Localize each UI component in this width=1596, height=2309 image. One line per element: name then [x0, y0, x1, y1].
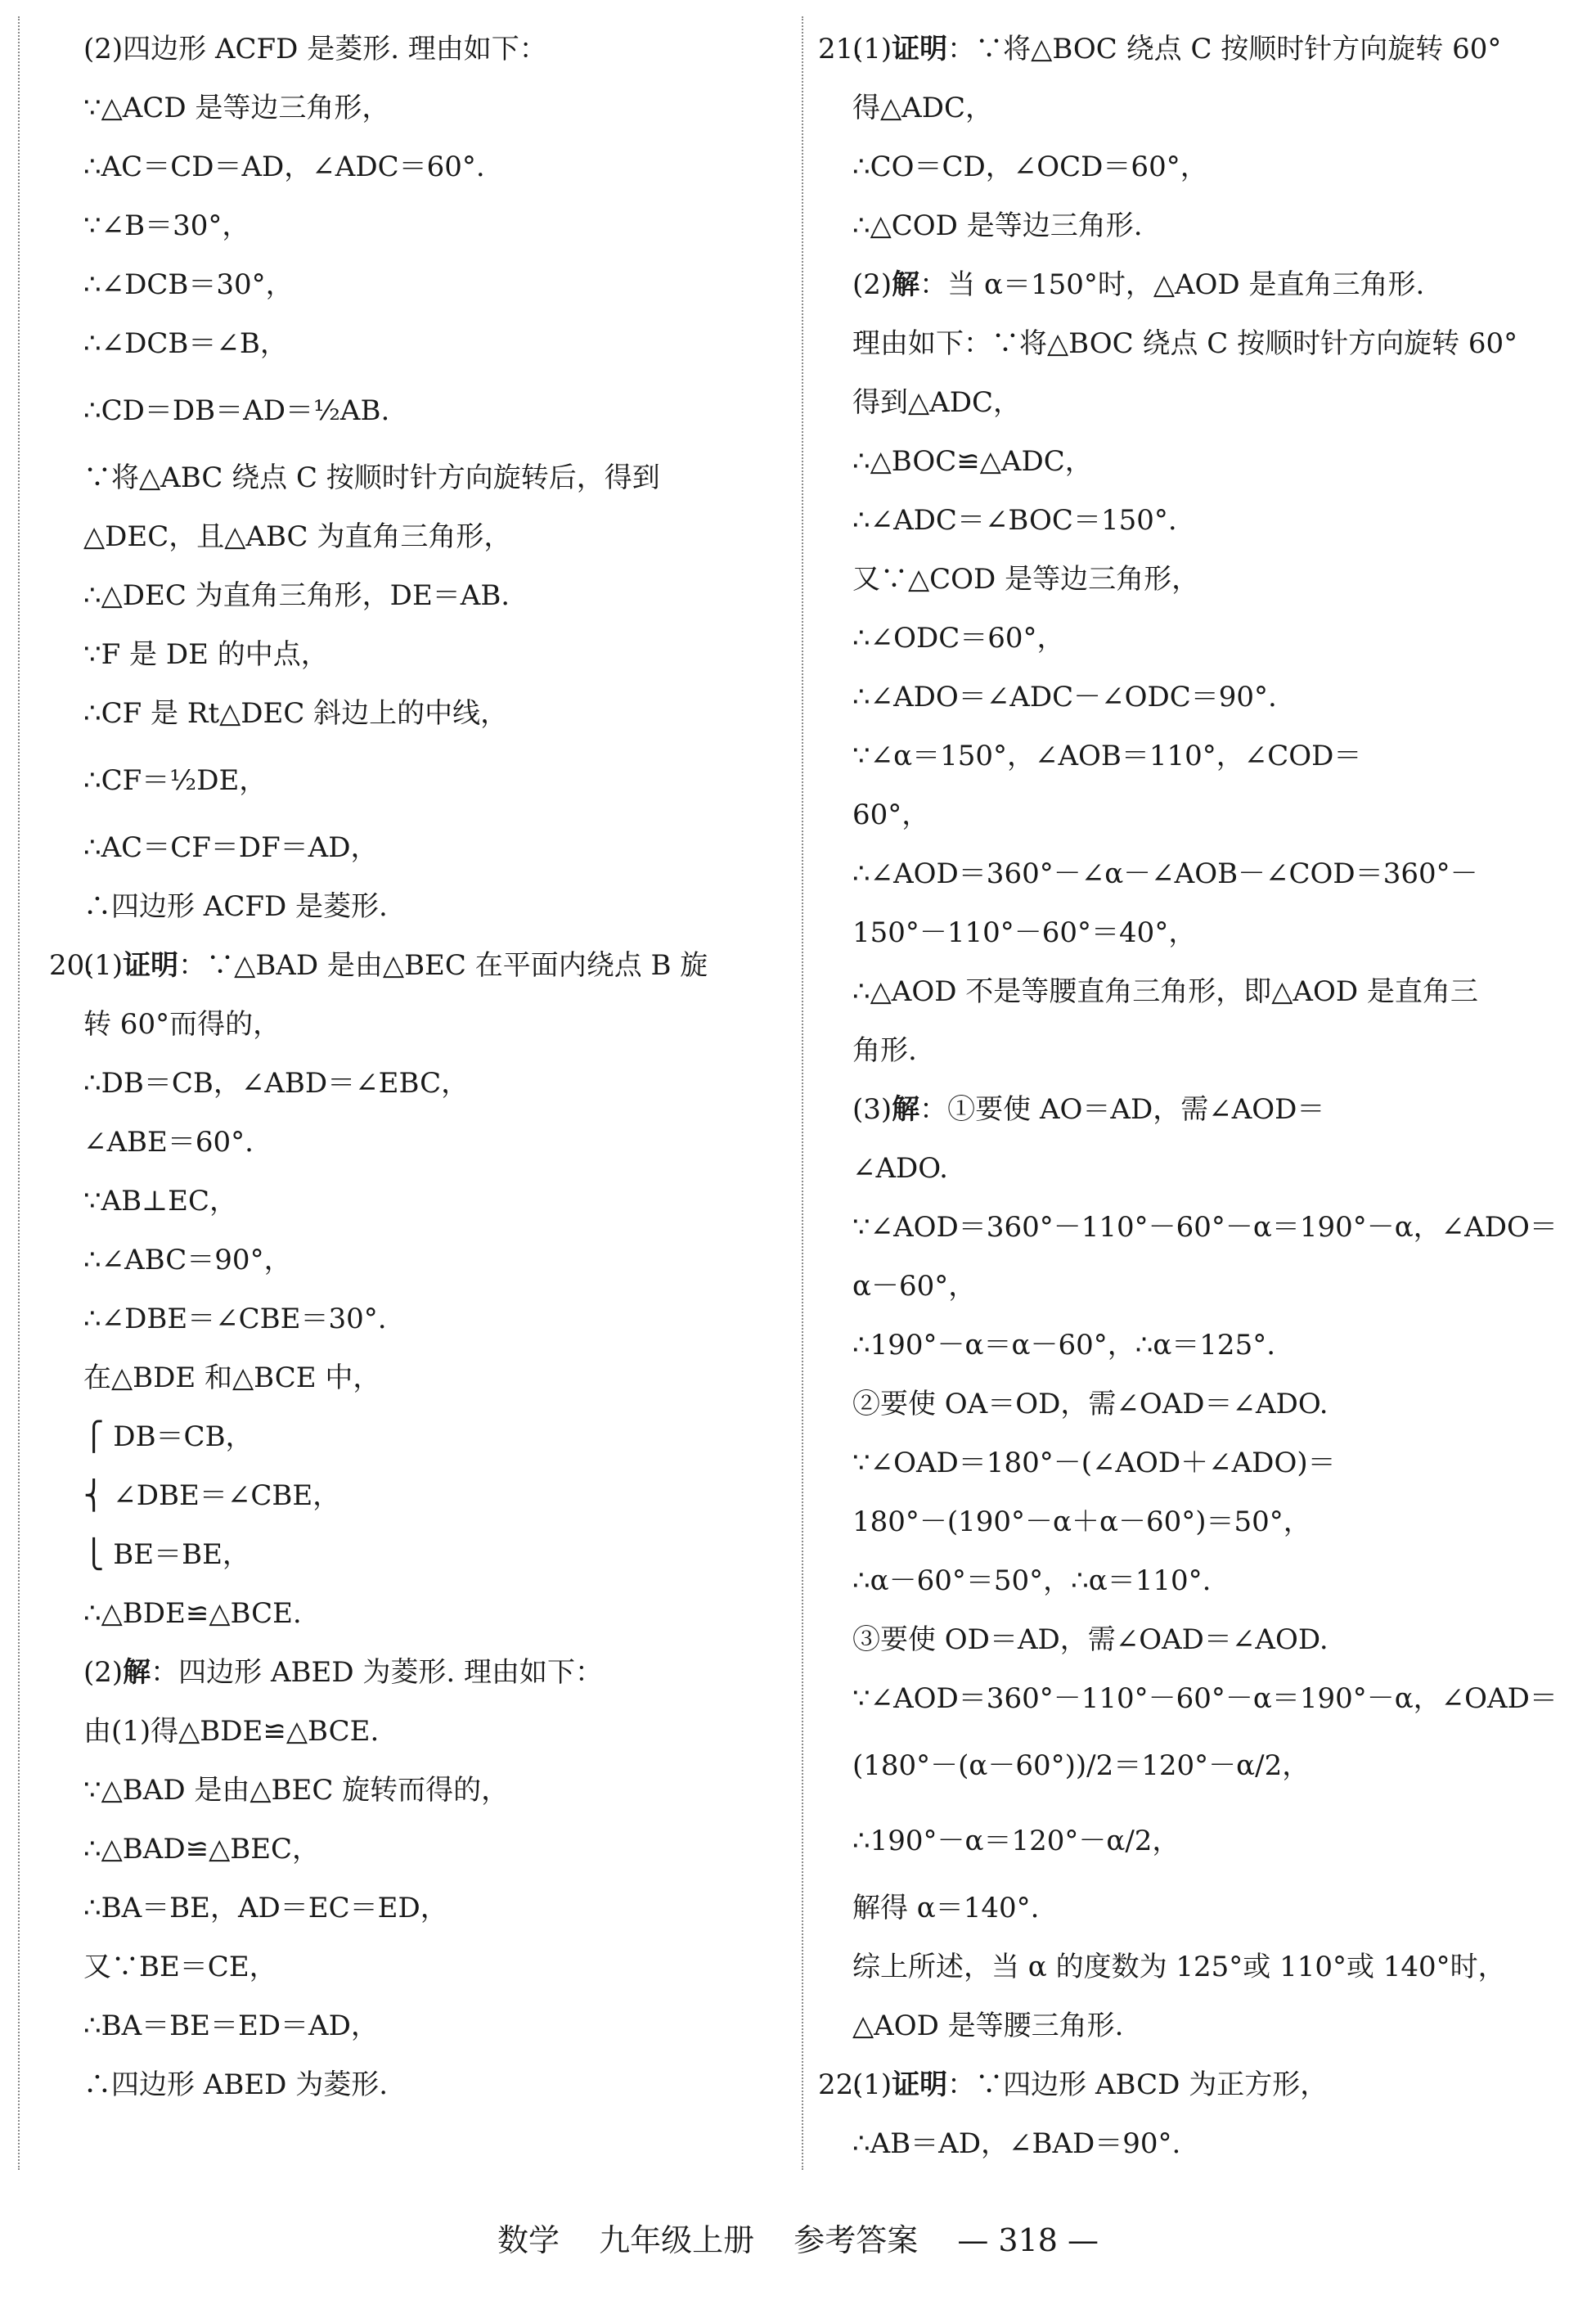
line-text: (180°－(α－60°))/2＝120°－α/2， — [852, 1749, 1311, 1782]
solution-line — [49, 1589, 785, 1648]
solution-line — [818, 319, 1571, 378]
line-text: ∴△BOC≌△ADC， — [852, 445, 1093, 478]
solution-line — [818, 1380, 1571, 1438]
line-text: 又∵BE＝CE， — [83, 1951, 277, 1983]
line-text: ∴190°－α＝120°－α/2， — [852, 1825, 1180, 1857]
solution-line — [818, 790, 1571, 849]
solution-line — [49, 1707, 785, 1766]
line-text: ∴△BDE≌△BCE. — [83, 1597, 302, 1630]
line-text: ∵AB⊥EC， — [83, 1185, 237, 1218]
line-text: ⎨ ∠DBE＝∠CBE， — [83, 1479, 341, 1512]
step-keyword: 证明 — [892, 33, 948, 65]
solution-line — [49, 1884, 785, 1942]
line-text: ∵∠B＝30°， — [83, 209, 250, 242]
solution-line — [818, 260, 1571, 319]
solution-line — [818, 849, 1571, 908]
page-footer — [0, 2215, 1596, 2260]
part-label: (2) — [83, 1656, 124, 1689]
solution-line — [49, 319, 785, 378]
solution-line — [818, 1321, 1571, 1380]
line-text: 60°， — [852, 799, 930, 831]
solution-line — [49, 260, 785, 319]
solution-line — [818, 614, 1571, 673]
line-text: 角形. — [852, 1034, 917, 1067]
line-text: △AOD 是等腰三角形. — [852, 2010, 1124, 2042]
line-text: ∴△AOD 不是等腰直角三角形，即△AOD 是直角三 — [852, 975, 1478, 1008]
solution-line — [818, 908, 1571, 967]
line-text: ∵∠AOD＝360°－110°－60°－α＝190°－α，∠ADO＝ — [852, 1211, 1558, 1244]
line-text: ∴△BAD≌△BEC， — [83, 1833, 321, 1866]
line-text: ∴∠DCB＝∠B， — [83, 327, 288, 360]
line-text: ∴α－60°＝50°，∴α＝110°. — [852, 1564, 1212, 1597]
solution-line — [818, 2119, 1571, 2178]
line-text: ∴AC＝CD＝AD，∠ADC＝60°. — [83, 151, 485, 183]
step-keyword: 证明 — [123, 949, 179, 982]
solution-line — [49, 1825, 785, 1884]
line-text: ∴∠ODC＝60°， — [852, 622, 1065, 655]
solution-line — [49, 1412, 785, 1471]
solution-line — [818, 201, 1571, 260]
column-divider — [802, 16, 803, 2170]
solution-line — [818, 1497, 1571, 1556]
solution-line — [49, 1059, 785, 1118]
solution-line — [49, 142, 785, 201]
line-text: ⎩ BE＝BE， — [83, 1538, 250, 1571]
line-text: △DEC，且△ABC 为直角三角形， — [83, 520, 512, 553]
solution-line — [49, 1353, 785, 1412]
line-text: (2)四边形 ACFD 是菱形. 理由如下： — [83, 33, 547, 65]
line-text: ∴CO＝CD，∠OCD＝60°， — [852, 151, 1208, 183]
solution-line — [818, 496, 1571, 555]
solution-line — [818, 967, 1571, 1026]
solution-line — [49, 748, 785, 823]
solution-line — [49, 882, 785, 941]
solution-line — [49, 823, 785, 882]
line-text: ∵F 是 DE 的中点， — [83, 638, 329, 671]
line-text: ∴CD＝DB＝AD＝½AB. — [83, 394, 390, 427]
solution-line — [49, 1236, 785, 1294]
line-text: ⎧ DB＝CB， — [83, 1420, 254, 1453]
line-text: ∠ADO. — [852, 1152, 948, 1185]
footer-page-number: — 318 — — [957, 2222, 1099, 2258]
solution-line — [49, 1471, 785, 1530]
line-text: ∴CF＝½DE， — [83, 764, 267, 797]
solution-line — [818, 1615, 1571, 1674]
solution-line — [49, 571, 785, 630]
part-label: (1) — [852, 2068, 892, 2101]
solution-line — [49, 83, 785, 142]
solution-line — [49, 1294, 785, 1353]
solution-line — [818, 1808, 1571, 1884]
line-text: ∴∠ADO＝∠ADC－∠ODC＝90°. — [852, 681, 1277, 713]
line-text: ∵将△ABC 绕点 C 按顺时针方向旋转后，得到 — [83, 461, 660, 494]
line-text: ∴190°－α＝α－60°，∴α＝125°. — [852, 1329, 1276, 1362]
line-text: 转 60°而得的， — [83, 1008, 281, 1041]
solution-line — [818, 1026, 1571, 1085]
line-text: ∴AB＝AD，∠BAD＝90°. — [852, 2127, 1181, 2160]
line-text: ∵∠α＝150°，∠AOB＝110°，∠COD＝ — [852, 740, 1362, 772]
solution-line — [818, 1262, 1571, 1321]
solution-line — [49, 2060, 785, 2119]
solution-line — [818, 731, 1571, 790]
solution-line — [818, 1438, 1571, 1497]
part-label: (1) — [852, 33, 892, 65]
solution-line — [818, 1674, 1571, 1733]
line-text: ∴CF 是 Rt△DEC 斜边上的中线， — [83, 697, 509, 730]
solution-line — [818, 83, 1571, 142]
line-text: 解得 α＝140°. — [852, 1892, 1040, 1924]
line-text: 又∵△COD 是等边三角形， — [852, 563, 1200, 596]
line-text: ∴∠ADC＝∠BOC＝150°. — [852, 504, 1177, 537]
solution-line — [49, 25, 785, 83]
solution-line — [49, 1648, 785, 1707]
line-text: ：当 α＝150°时，△AOD 是直角三角形. — [919, 268, 1425, 301]
line-text: 理由如下：∵将△BOC 绕点 C 按顺时针方向旋转 60° — [852, 327, 1518, 360]
solution-line — [818, 1733, 1571, 1808]
solution-line — [818, 2001, 1571, 2060]
step-keyword: 解 — [892, 268, 920, 301]
line-text: ∴AC＝CF＝DF＝AD， — [83, 831, 379, 864]
line-text: ∴△DEC 为直角三角形，DE＝AB. — [83, 579, 510, 612]
line-text: ∴∠DCB＝30°， — [83, 268, 294, 301]
line-text: 180°－(190°－α＋α－60°)＝50°， — [852, 1506, 1311, 1538]
solution-line — [818, 378, 1571, 437]
line-text: ∴∠ABC＝90°， — [83, 1244, 292, 1276]
line-text: ∴BA＝BE，AD＝EC＝ED， — [83, 1892, 448, 1924]
solution-line — [49, 1530, 785, 1589]
solution-line — [49, 201, 785, 260]
step-keyword: 解 — [892, 1093, 920, 1126]
step-keyword: 证明 — [892, 2068, 948, 2101]
line-text: 由(1)得△BDE≌△BCE. — [83, 1715, 380, 1748]
right-column — [818, 25, 1571, 2178]
line-text: ∴BA＝BE＝ED＝AD， — [83, 2010, 379, 2042]
part-label: (3) — [852, 1093, 892, 1126]
solution-line — [49, 2001, 785, 2060]
solution-line — [818, 1942, 1571, 2001]
problem-number: 20. — [49, 949, 94, 982]
problem-number: 22. — [818, 2068, 863, 2101]
solution-line — [49, 1177, 785, 1236]
footer-section: 参考答案 — [794, 2222, 919, 2258]
line-text: ∴四边形 ABED 为菱形. — [83, 2068, 389, 2101]
footer-grade: 九年级上册 — [599, 2222, 755, 2258]
line-text: 150°－110°－60°＝40°， — [852, 916, 1197, 949]
line-text: 在△BDE 和△BCE 中， — [83, 1362, 381, 1394]
line-text: 得△ADC， — [852, 92, 993, 124]
line-text: ∴∠AOD＝360°－∠α－∠AOB－∠COD＝360°－ — [852, 857, 1478, 890]
solution-line — [818, 555, 1571, 614]
solution-line — [818, 1556, 1571, 1615]
line-text: 综上所述，当 α 的度数为 125°或 110°或 140°时， — [852, 1951, 1506, 1983]
solution-line — [49, 630, 785, 689]
line-text: 得到△ADC， — [852, 386, 1021, 419]
solution-line — [818, 2060, 1571, 2119]
solution-line — [818, 1144, 1571, 1203]
part-label: (1) — [83, 949, 124, 982]
line-text: ∴DB＝CB，∠ABD＝∠EBC， — [83, 1067, 470, 1100]
solution-line — [49, 941, 785, 1000]
solution-line — [818, 1884, 1571, 1942]
line-text: α－60°， — [852, 1270, 977, 1303]
solution-line — [49, 689, 785, 748]
solution-line — [49, 1118, 785, 1177]
solution-line — [818, 1203, 1571, 1262]
solution-line — [49, 453, 785, 512]
solution-line — [49, 512, 785, 571]
line-text: ∵∠AOD＝360°－110°－60°－α＝190°－α，∠OAD＝ — [852, 1682, 1558, 1715]
solution-line — [818, 142, 1571, 201]
line-text: ∴四边形 ACFD 是菱形. — [83, 890, 388, 923]
line-text: ②要使 OA＝OD，需∠OAD＝∠ADO. — [852, 1388, 1329, 1420]
left-margin-rule — [18, 16, 20, 2170]
solution-line — [818, 437, 1571, 496]
solution-line — [818, 1085, 1571, 1144]
line-text: ：∵△BAD 是由△BEC 在平面内绕点 B 旋 — [178, 949, 708, 982]
solution-line — [49, 378, 785, 453]
line-text: ：∵四边形 ABCD 为正方形， — [947, 2068, 1329, 2101]
problem-number: 21. — [818, 33, 863, 65]
solution-line — [49, 1000, 785, 1059]
line-text: ∴∠DBE＝∠CBE＝30°. — [83, 1303, 387, 1335]
solution-line — [49, 1766, 785, 1825]
solution-line — [49, 1942, 785, 2001]
left-column — [49, 25, 785, 2119]
line-text: ∵∠OAD＝180°－(∠AOD＋∠ADO)＝ — [852, 1447, 1336, 1479]
line-text: ：四边形 ABED 为菱形. 理由如下： — [151, 1656, 604, 1689]
step-keyword: 解 — [123, 1656, 151, 1689]
line-text: ：∵将△BOC 绕点 C 按顺时针方向旋转 60° — [947, 33, 1502, 65]
line-text: ：①要使 AO＝AD，需∠AOD＝ — [919, 1093, 1325, 1126]
solution-line — [818, 673, 1571, 731]
footer-subject: 数学 — [497, 2222, 560, 2258]
line-text: ∠ABE＝60°. — [83, 1126, 254, 1159]
solution-line — [818, 25, 1571, 83]
part-label: (2) — [852, 268, 892, 301]
line-text: ∴△COD 是等边三角形. — [852, 209, 1143, 242]
line-text: ③要使 OD＝AD，需∠OAD＝∠AOD. — [852, 1623, 1329, 1656]
line-text: ∵△BAD 是由△BEC 旋转而得的， — [83, 1774, 510, 1807]
line-text: ∵△ACD 是等边三角形， — [83, 92, 390, 124]
